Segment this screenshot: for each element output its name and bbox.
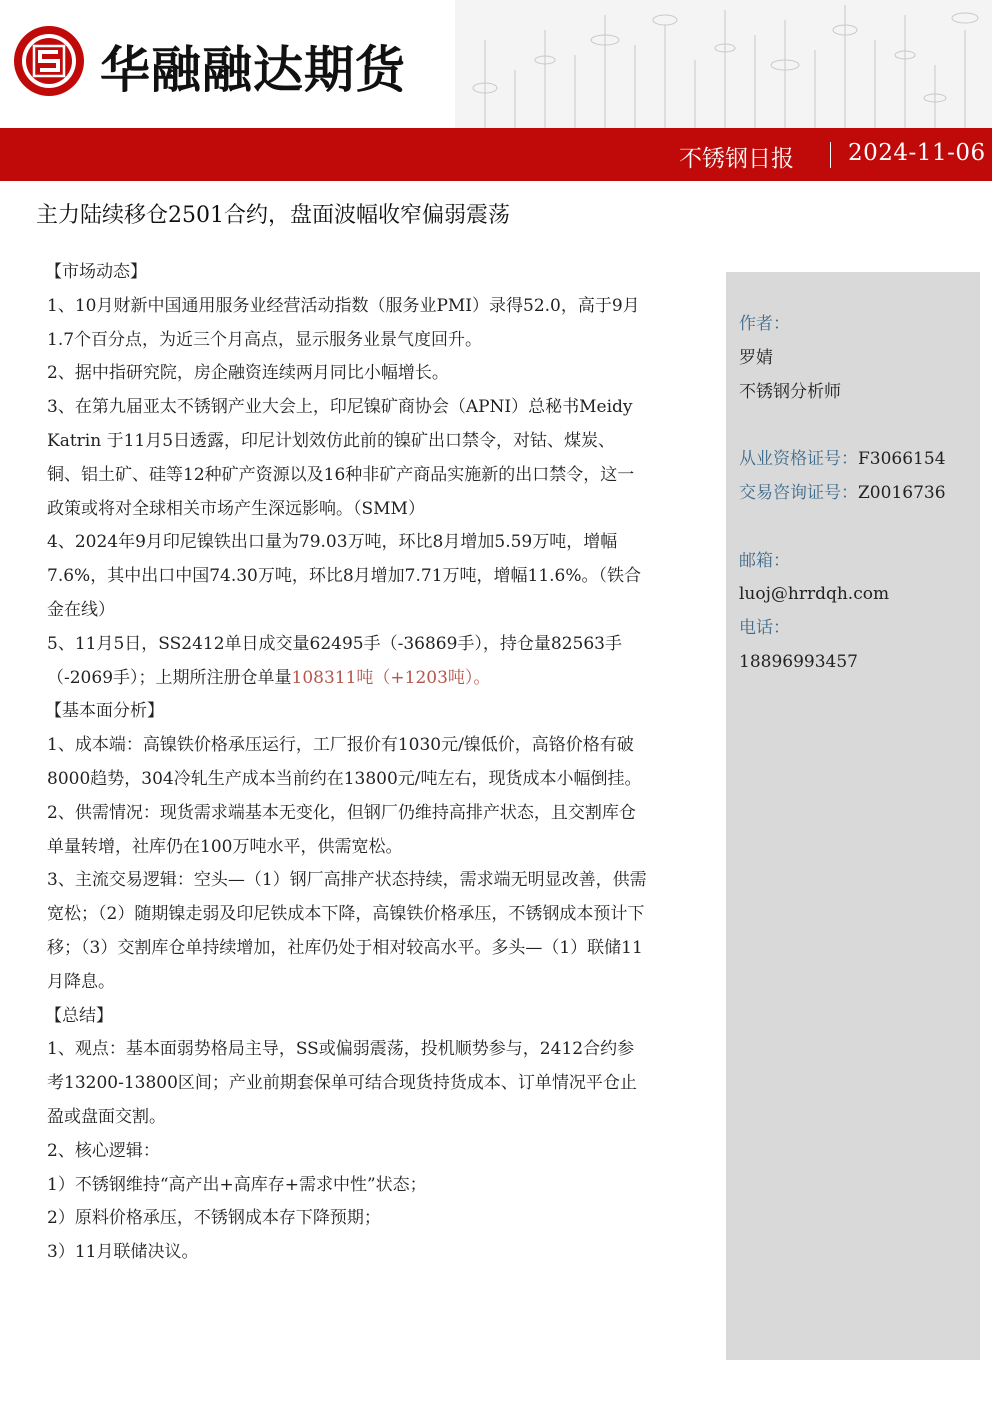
section-heading-fundamental: 【基本面分析】 <box>45 701 164 722</box>
main-content <box>47 256 647 1270</box>
email-address: luoj@hrrdqh.com <box>739 584 890 605</box>
header-decoration <box>455 0 992 128</box>
author-title: 不锈钢分析师 <box>739 381 841 402</box>
qualification-cert-number: F3066154 <box>858 449 946 470</box>
report-title-bar <box>0 128 992 181</box>
title-separator <box>830 142 831 168</box>
summary-item-4: 2）原料价格承压，不锈钢成本存下降预期； <box>47 1208 381 1229</box>
phone-label: 电话： <box>739 618 790 639</box>
company-logo <box>12 24 86 98</box>
company-name: 华融融达期货 <box>100 41 406 99</box>
consulting-cert-label: 交易咨询证号： <box>739 482 858 503</box>
report-type: 不锈钢日报 <box>679 146 794 172</box>
consulting-cert <box>739 477 979 511</box>
summary-item-5: 3）11月联储决议。 <box>47 1242 199 1263</box>
market-item-4: 4、2024年9月印尼镍铁出口量为79.03万吨，环比8月增加5.59万吨，增幅7.6%，其中出口中国74.30万吨，环比8月增加7.71万吨，增幅11.6%。（铁合金在线） <box>47 532 642 620</box>
email-label: 邮箱： <box>739 550 790 571</box>
market-item-3: 3、在第九届亚太不锈钢产业大会上，印尼镍矿商协会（APNI）总秘书Meidy Katrin 于11月5日透露，印尼计划效仿此前的镍矿出口禁令，对钴、煤炭、铜、铝土矿、硅等12种矿产资源以及16种非矿产商品实施新的出口禁令，这一政策或将对全球相关市场产生深远影响。（SMM） <box>47 397 635 519</box>
section-heading-summary: 【总结】 <box>45 1005 113 1026</box>
author-name: 罗婧 <box>739 347 773 368</box>
report-header <box>0 0 992 128</box>
report-headline: 主力陆续移仓2501合约，盘面波幅收窄偏弱震荡 <box>36 203 510 228</box>
warehouse-receipt-figure: 108311吨（+1203吨）。 <box>291 667 491 688</box>
fundamental-item-2: 2、供需情况：现货需求端基本无变化，但钢厂仍维持高排产状态，且交割库仓单量转增，社库仍在100万吨水平，供需宽松。 <box>47 802 636 857</box>
qualification-cert <box>739 443 979 477</box>
author-info <box>739 308 979 680</box>
report-date: 2024-11-06 <box>848 140 986 166</box>
summary-item-2: 2、核心逻辑： <box>47 1140 160 1161</box>
market-item-5 <box>47 628 647 696</box>
market-item-5-text: 5、11月5日，SS2412单日成交量62495手（-36869手），持仓量82563手（-2069手）；上期所注册仓单量 <box>47 633 623 688</box>
phone-number: 18896993457 <box>739 651 858 672</box>
summary-item-3: 1）不锈钢维持“高产出+高库存+需求中性”状态； <box>47 1174 427 1195</box>
fundamental-item-1: 1、成本端：高镍铁价格承压运行，工厂报价有1030元/镍低价，高铬价格有破8000趋势，304冷轧生产成本当前约在13800元/吨左右，现货成本小幅倒挂。 <box>47 735 642 789</box>
market-item-1: 1、10月财新中国通用服务业经营活动指数（服务业PMI）录得52.0，高于9月1.7个百分点，为近三个月高点，显示服务业景气度回升。 <box>47 295 640 350</box>
summary-item-1: 1、观点：基本面弱势格局主导，SS或偏弱震荡，投机顺势参与，2412合约参考13200-13800区间；产业前期套保单可结合现货持货成本、订单情况平仓止盈或盘面交割。 <box>47 1039 637 1127</box>
section-heading-market: 【市场动态】 <box>45 262 147 282</box>
qualification-cert-label: 从业资格证号： <box>739 449 858 470</box>
consulting-cert-number: Z0016736 <box>858 482 946 503</box>
author-label: 作者： <box>739 314 790 334</box>
fundamental-item-3: 3、主流交易逻辑：空头—（1）钢厂高排产状态持续，需求端无明显改善，供需宽松；（2）随期镍走弱及印尼铁成本下降，高镍铁价格承压，不锈钢成本预计下移；（3）交割库仓单持续增加，社库仍处于相对较高水平。多头—（1）联储11月降息。 <box>47 870 647 992</box>
market-item-2: 2、据中指研究院，房企融资连续两月同比小幅增长。 <box>47 363 449 384</box>
